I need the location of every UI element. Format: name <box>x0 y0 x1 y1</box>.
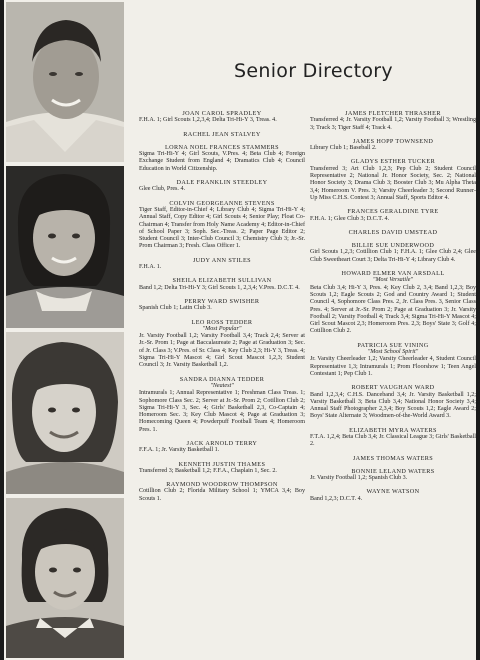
directory-entry <box>310 455 476 462</box>
activities-text: Jr. Varsity Football 1,2; Varsity Football 3,4; Track 2,4; Server at Jr.-Sr. Prom 1; Page at Baccalaureate 2; Page at Graduation 3; Sec. of Jr. Class 3; V.Pres. of Sr. Class 4; Key Club 2,3; Hi-Y 3, Treas. 4; Sigma Tri-Hi-Y Mascot 4; Girl Scout Mascot 1,2,3; Student Council 3; Jr. Varsity Basketball 1,2. <box>139 333 305 369</box>
student-name: CHARLES DAVID UMSTEAD <box>348 228 438 236</box>
activities-text: F.T.A. 1,2,4; Beta Club 3,4; Jr. Classical League 3; Girls' Basketball 2. <box>310 433 476 448</box>
portrait-photo-4 <box>6 498 124 658</box>
directory-entry <box>310 110 476 132</box>
student-name: ROBERT VAUGHAN WARD <box>351 384 435 392</box>
student-name: JACK ARNOLD TERRY <box>186 439 258 447</box>
activities-text: Band 1,2; Delta Tri-Hi-Y 3; Girl Scouts 1, 2,3,4; V.Pres. D.C.T. 4. <box>139 284 300 291</box>
directory-entry <box>139 376 305 434</box>
directory-entry <box>139 481 305 503</box>
left-directory-column <box>139 110 305 509</box>
activities-text: Girl Scouts 1,2,3; Cotillion Club 1; F.H.A. 1; Glee Club 2,4; Glee Club Sweetheart Court 3; Delta Tri-Hi-Y 4; Library Club 4. <box>310 249 476 263</box>
directory-entry <box>310 488 476 503</box>
superlative-tag: "Most Versatile" <box>372 277 414 284</box>
student-name: JAMES THOMAS WATERS <box>352 454 434 462</box>
activities-text: Intramurals 1; Annual Representative 1; Freshman Class Treas. 1; Sophomore Class Sec. 2; Server at Jr.-Sr. Prom 2; Cotillion Club 2; Sigma Tri-Hi-Y 3, Sec. 4; Girls' Basketball 2,3, Co-Captain 4; Homeroom Sec. 3; Key Club Mascot 4; Page at Graduation 3; Homecoming Queen 4; Powderpuff Football Team 4; Homeroom Pres. 1. <box>139 390 305 433</box>
directory-entry <box>139 461 305 476</box>
portrait-photo-3 <box>6 332 124 494</box>
student-name: KENNETH JUSTIN THAMES <box>178 460 266 468</box>
directory-entry <box>310 242 476 264</box>
yearbook-page <box>4 0 476 660</box>
directory-entry <box>310 138 476 153</box>
student-name: JUDY ANN STILES <box>192 256 252 264</box>
superlative-tag: "Neatest" <box>210 382 234 389</box>
directory-entry <box>139 298 305 313</box>
activities-text: Glee Club, Pres. 4. <box>139 186 186 193</box>
student-name: JAMES FLETCHER THRASHER <box>345 110 441 117</box>
student-name: RAYMOND WOODROW THOMPSON <box>166 481 278 489</box>
student-name: BILLIE SUE UNDERWOOD <box>351 242 435 250</box>
student-name: PERRY WARD SWISHER <box>184 297 260 305</box>
directory-entry <box>310 384 476 420</box>
student-name: FRANCES GERALDINE TYRE <box>347 208 439 216</box>
photo-column <box>4 0 126 660</box>
directory-entry <box>139 257 305 272</box>
right-directory-column <box>310 110 476 509</box>
student-name: SANDRA DIANNA TEDDER <box>179 375 265 383</box>
activities-text: Transferred 4; Jr. Varsity Football 1,2; Varsity Football 3; Wrestling 3; Track 3; Tiger Staff 4; Track 4. <box>310 117 476 131</box>
student-name: WAYNE WATSON <box>366 488 420 496</box>
activities-text: F.F.A. 1; Jr. Varsity Basketball 1. <box>139 447 220 454</box>
student-name: COLVIN GEORGEANNE STEVENS <box>169 199 275 207</box>
superlative-tag: "Most School Spirit" <box>367 349 419 356</box>
directory-entry <box>310 229 476 236</box>
activities-text: F.H.A. 1. <box>139 264 162 271</box>
directory-entry <box>310 270 476 336</box>
activities-text: Transferred 3; Art Club 1,2,3; Pep Club 2; Student Council Representative 2; National Jr. Honor Society, Sec. 2; National Honor Society 3; Drama Club 3; Booster Club 3; Mu Alpha Theta 3,4; Homeroom V. Pres. 3; Varsity Cheerleader 3; Second Runner-Up Miss C.H.S. Contest 3; Annual Staff, Sports Editor 4. <box>310 165 476 201</box>
directory-entry <box>139 319 305 370</box>
directory-entry <box>139 179 305 194</box>
directory-entry <box>310 158 476 202</box>
directory-entry <box>310 427 476 449</box>
activities-text: Band 1,2,3; D.C.T. 4. <box>310 495 363 502</box>
student-name: LORNA NOEL FRANCES STAMMERS <box>164 143 280 151</box>
activities-text: Tiger Staff, Editor-in-Chief 4; Library Club 4; Sigma Tri-Hi-Y 4; Annual Staff, Copy Editor 4; Girl Scouts 4; Senior Play; Float Co-Chairman 4; Transfer from Holy Name Academy 4; Editor-in-Chief of School Paper 3; Soph. Sec.-Treas. 2; Paper Page Editor 2; Student Council 3; Inter-Club Council 3; Chemistry Club 3; Jr.-Sr. Prom Chairman 3; Fresh. Class Officer 1. <box>139 206 305 250</box>
directory-entry <box>310 208 476 223</box>
student-name: RACHEL JEAN STALVEY <box>183 130 261 138</box>
student-name: ELIZABETH MYRA WATERS <box>349 426 437 434</box>
student-name: LEO ROSS TEDDER <box>191 318 253 326</box>
student-name: PATRICIA SUE VINING <box>357 341 429 349</box>
activities-text: Jr. Varsity Cheerleader 1,2; Varsity Cheerleader 4, Student Council Representative 1,3; Intramurals 1; Prom Floorshow 1; Teen Angel Contestant 1; Pep Club 1. <box>310 356 476 377</box>
superlative-tag: "Most Popular" <box>202 325 242 332</box>
student-name: SHEILA ELIZABETH SULLIVAN <box>172 277 272 285</box>
student-name: DALE FRANKLIN STEEDLEY <box>176 179 268 187</box>
directory-entry <box>139 277 305 292</box>
student-name: GLADYS ESTHER TUCKER <box>350 158 436 166</box>
directory-entry <box>139 110 305 125</box>
activities-text: Transferred 3; Basketball 1,2; F.F.A., Chaplain 1, Sec. 2. <box>139 467 277 474</box>
activities-text: F.H.A. 1; Girl Scouts 1,2,3,4; Delta Tri-Hi-Y 3, Treas. 4. <box>139 117 277 124</box>
directory-entry <box>310 468 476 483</box>
activities-text: Band 1,2,3,4; C.H.S. Danceband 3,4; Jr. Varsity Basketball 1,2; Varsity Basketball 3; Beta Club 3,4; National Honor Society 3,4; Annual Staff Photographer 2,3,4; Boy Scouts 1,2; Eagle Award 2; Boys' State Alternate 3; Woodmen-of-the-World Award 3. <box>310 391 476 420</box>
activities-text: Library Club 1; Baseball 2. <box>310 145 377 152</box>
activities-text: Sigma Tri-Hi-Y 4; Girl Scouts, V.Pres. 4; Beta Club 4; Foreign Exchange Student from England 4; Dramatics Club 4; Council Education in World Citizenship. <box>139 151 305 172</box>
activities-text: F.H.A. 1; Glee Club 3; D.C.T. 4. <box>310 215 390 222</box>
student-name: HOWARD ELMER VAN ARSDALL <box>341 270 445 278</box>
directory-entry <box>139 131 305 138</box>
directory-entry <box>139 144 305 173</box>
student-name: JAMES HOPP TOWNSEND <box>352 137 434 145</box>
activities-text: Jr. Varsity Football 1,2; Spanish Club 3. <box>310 475 408 482</box>
activities-text: Beta Club 3,4; Hi-Y 3, Pres. 4; Key Club 2, 3,4; Band 1,2,3; Boy Scouts 1,2; Eagle Scouts 2; God and Country Award 1; Student Council 4, Sophomore Class Pres. 2, Jr. Class Pres. 3, Senior Class Pres. 4; Server at Jr.-Sr. Prom 2; Page at Graduation 3; Jr. Varsity Football 2; Varsity Football 4; Track 3,4; Sigma Tri-Hi-Y Mascot 4; Girl Scout Mascot 2,3; Homeroom Pres. 2,3; Boys' State 3; Golf 4; Cotillion Club 2. <box>310 284 476 335</box>
student-name: JOAN CAROL SPRADLEY <box>182 110 262 117</box>
activities-text: Cotillion Club 2; Florida Military School 1; YMCA 3,4; Boy Scouts 1. <box>139 488 305 502</box>
page-title: Senior Directory <box>234 60 393 82</box>
directory-entry <box>139 440 305 455</box>
directory-entry <box>139 200 305 251</box>
student-name: BONNIE LELAND WATERS <box>351 467 435 475</box>
activities-text: Spanish Club 1; Latin Club 3. <box>139 305 212 312</box>
portrait-photo-2 <box>6 166 124 328</box>
portrait-photo-1 <box>6 2 124 162</box>
directory-entry <box>310 342 476 378</box>
